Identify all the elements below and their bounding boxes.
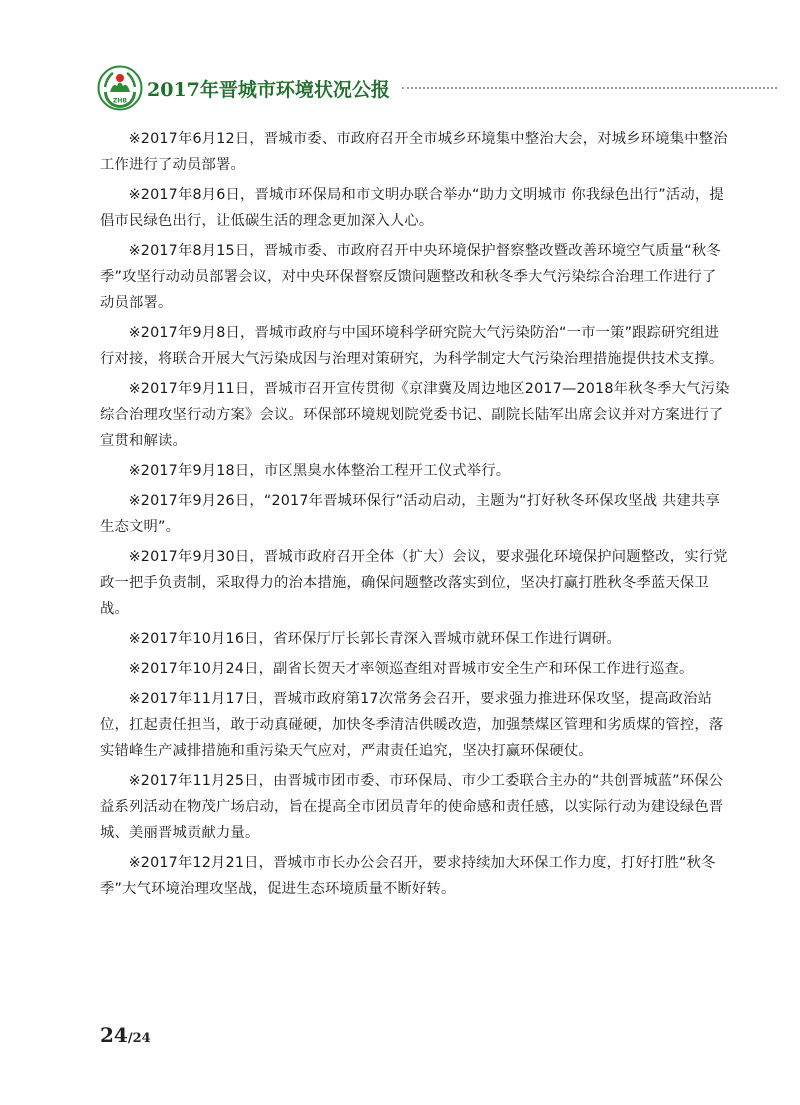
event-list (100, 126, 730, 906)
page-number: 24 (100, 1023, 128, 1047)
header-dotted-rule (402, 87, 777, 89)
event-paragraph: ※2017年9月18日，市区黑臭水体整治工程开工仪式举行。 (128, 463, 511, 479)
event-paragraph: ※2017年8月6日，晋城市环保局和市文明办联合举办“助力文明城市 你我绿色出行”活动，提倡市民绿色出行，让低碳生活的理念更加深入人心。 (100, 187, 724, 229)
page-header (97, 65, 777, 115)
event-paragraph: ※2017年11月25日，由晋城市团市委、市环保局、市少工委联合主办的“共创晋城蓝”环保公益系列活动在物茂广场启动，旨在提高全市团员青年的使命感和责任感，以实际行动为建设绿色晋城、美丽晋城贡献力量。 (100, 773, 724, 841)
event-paragraph: ※2017年12月21日，晋城市市长办公会召开，要求持续加大环保工作力度，打好打胜“秋冬季”大气环境治理攻坚战，促进生态环境质量不断好转。 (100, 855, 716, 897)
event-paragraph: ※2017年6月12日，晋城市委、市政府召开全市城乡环境集中整治大会，对城乡环境集中整治工作进行了动员部署。 (100, 131, 728, 173)
page-total: /24 (127, 1031, 151, 1046)
environmental-protection-logo-icon (97, 65, 143, 111)
event-paragraph: ※2017年10月16日，省环保厅厅长郭长青深入晋城市就环保工作进行调研。 (128, 631, 622, 647)
svg-text:ZHB: ZHB (113, 97, 127, 105)
event-paragraph: ※2017年8月15日，晋城市委、市政府召开中央环境保护督察整改暨改善环境空气质量“秋冬季”攻坚行动动员部署会议，对中央环保督察反馈问题整改和秋冬季大气污染综合治理工作进行了动员部署。 (100, 243, 721, 311)
page-footer (100, 1023, 151, 1047)
event-paragraph: ※2017年11月17日，晋城市政府第17次常务会召开，要求强力推进环保攻坚，提高政治站位，扛起责任担当，敢于动真碰硬，加快冬季清洁供暖改造，加强禁煤区管理和劣质煤的管控，落实错峰生产减排措施和重污染天气应对，严肃责任追究，坚决打赢环保硬仗。 (100, 691, 724, 759)
event-paragraph: ※2017年9月8日，晋城市政府与中国环境科学研究院大气污染防治“一市一策”跟踪研究组进行对接，将联合开展大气污染成因与治理对策研究，为科学制定大气污染治理措施提供技术支撑。 (100, 325, 724, 367)
event-paragraph: ※2017年9月26日，“2017年晋城环保行”活动启动，主题为“打好秋冬环保攻坚战 共建共享生态文明”。 (100, 493, 720, 535)
event-paragraph: ※2017年10月24日，副省长贺天才率领巡查组对晋城市安全生产和环保工作进行巡查。 (128, 661, 694, 677)
event-paragraph: ※2017年9月11日，晋城市召开宣传贯彻《京津冀及周边地区2017—2018年秋冬季大气污染综合治理攻坚行动方案》会议。环保部环境规划院党委书记、副院长陆军出席会议并对方案进行了宣贯和解读。 (100, 381, 730, 449)
document-title: 2017年晋城市环境状况公报 (147, 79, 390, 101)
event-paragraph: ※2017年9月30日，晋城市政府召开全体（扩大）会议，要求强化环境保护问题整改，实行党政一把手负责制，采取得力的治本措施，确保问题整改落实到位，坚决打赢打胜秋冬季蓝天保卫战。 (100, 549, 728, 617)
